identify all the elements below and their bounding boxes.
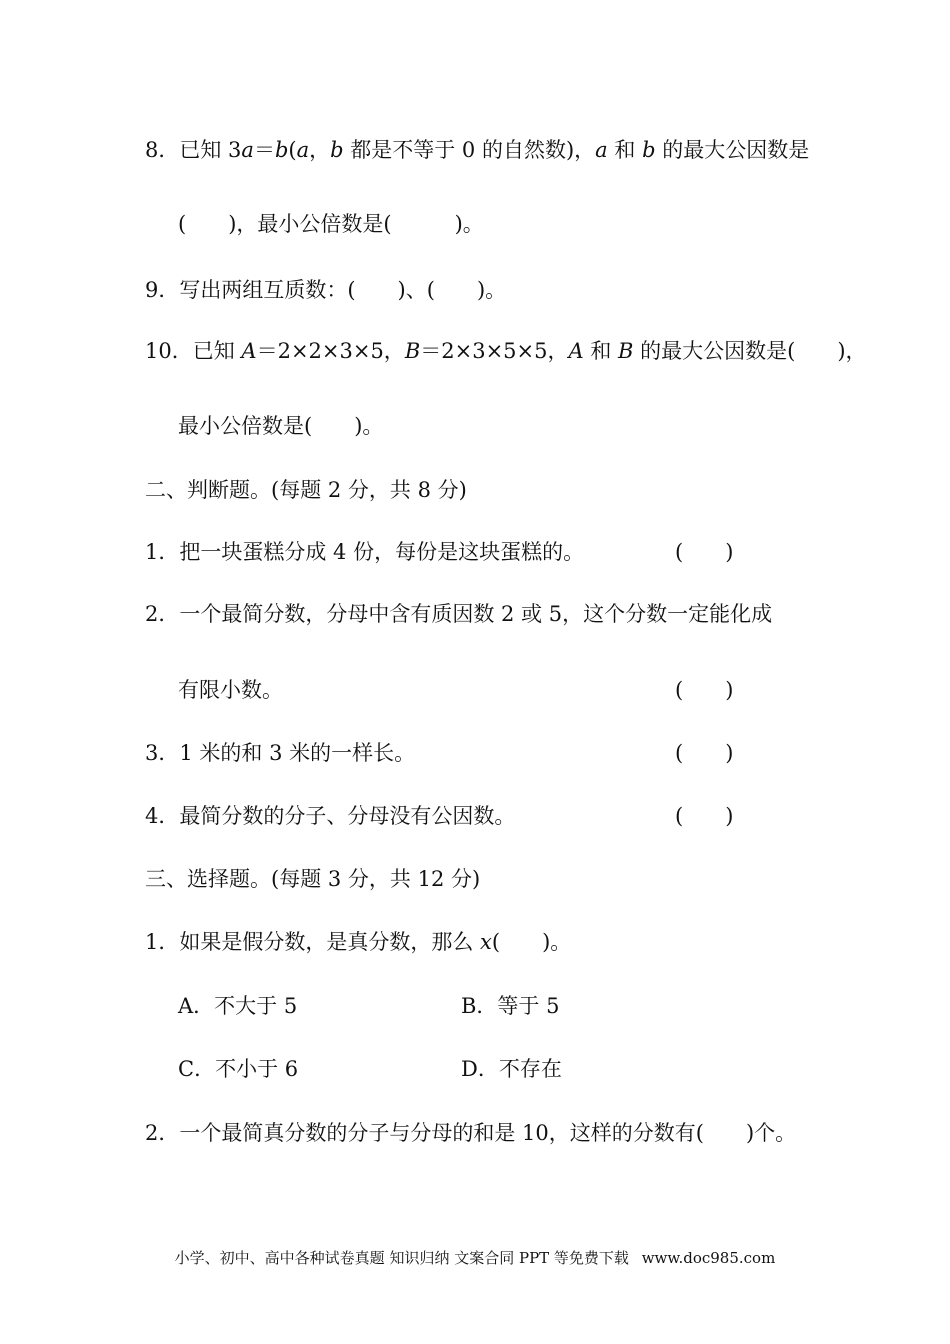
- q10-line1: [145, 341, 867, 362]
- var-B: B: [404, 339, 421, 363]
- option-d: D．不存在: [461, 1057, 562, 1081]
- expr-B: ＝2×3×5×5，: [420, 339, 569, 363]
- section3-heading: 三、选择题。(每题 3 分，共 12 分): [145, 867, 481, 891]
- q10-he: 和: [583, 339, 619, 363]
- expr-A: ＝2×2×3×5，: [256, 339, 405, 363]
- var-A2: A: [568, 339, 584, 363]
- var-b: b: [274, 138, 289, 162]
- q8-text-mid: 都是不等于 0 的自然数)，: [343, 138, 596, 162]
- option-a: A．不大于 5: [178, 994, 298, 1018]
- q8-line2: ( )，最小公倍数是( )。: [178, 212, 484, 236]
- option-c: C．不小于 6: [178, 1057, 299, 1081]
- var-A: A: [241, 339, 257, 363]
- paren-open: (: [288, 138, 297, 162]
- var-a: a: [241, 138, 254, 162]
- var-B2: B: [618, 339, 634, 363]
- s2-item-1-answer: ( ): [675, 540, 734, 564]
- q8-he: 和: [607, 138, 643, 162]
- s2-item-2-answer: ( ): [675, 678, 734, 702]
- section2-heading: 二、判断题。(每题 2 分，共 8 分): [145, 478, 467, 502]
- s3-q2: 2．一个最简真分数的分子与分母的和是 10，这样的分数有( )个。: [145, 1121, 797, 1145]
- s2-item-2-cont: 有限小数。: [178, 678, 283, 702]
- s2-item-1: 1．把一块蛋糕分成 4 份，每份是这块蛋糕的。: [145, 540, 585, 564]
- s2-item-3-answer: ( ): [675, 741, 734, 765]
- var-a3: a: [595, 138, 608, 162]
- q9-line: 9．写出两组互质数：( )、( )。: [145, 278, 507, 302]
- s2-item-4-answer: ( ): [675, 804, 734, 828]
- page-footer: [0, 1247, 950, 1268]
- s3-q1-suffix: ( )。: [491, 930, 572, 954]
- s2-item-2: 2．一个最简分数，分母中含有质因数 2 或 5，这个分数一定能化成: [145, 602, 773, 626]
- q8-line1: [145, 140, 809, 161]
- s3-q1: [145, 932, 571, 953]
- q8-num: 8．已知 3: [145, 138, 242, 162]
- s3-q1-prefix: 1．如果是假分数，是真分数，那么: [145, 930, 481, 954]
- eq: ＝: [253, 138, 275, 162]
- q8-text-end: 的最大公因数是: [655, 138, 810, 162]
- s2-item-4: 4．最简分数的分子、分母没有公因数。: [145, 804, 516, 828]
- var-a2: a: [296, 138, 310, 162]
- footer-text: 小学、初中、高中各种试卷真题 知识归纳 文案合同 PPT 等免费下载: [174, 1249, 629, 1267]
- q10-text-end: 的最大公因数是( )，: [633, 339, 867, 363]
- s2-item-3: 3．1 米的和 3 米的一样长。: [145, 741, 416, 765]
- option-b: B．等于 5: [461, 994, 560, 1018]
- footer-url[interactable]: www.doc985.com: [641, 1249, 776, 1267]
- q10-line2: 最小公倍数是( )。: [178, 414, 384, 438]
- var-b2: b: [330, 138, 344, 162]
- var-b3: b: [642, 138, 656, 162]
- q10-prefix: 10．已知: [145, 339, 242, 363]
- comma: ，: [309, 138, 331, 162]
- var-x: x: [480, 930, 492, 954]
